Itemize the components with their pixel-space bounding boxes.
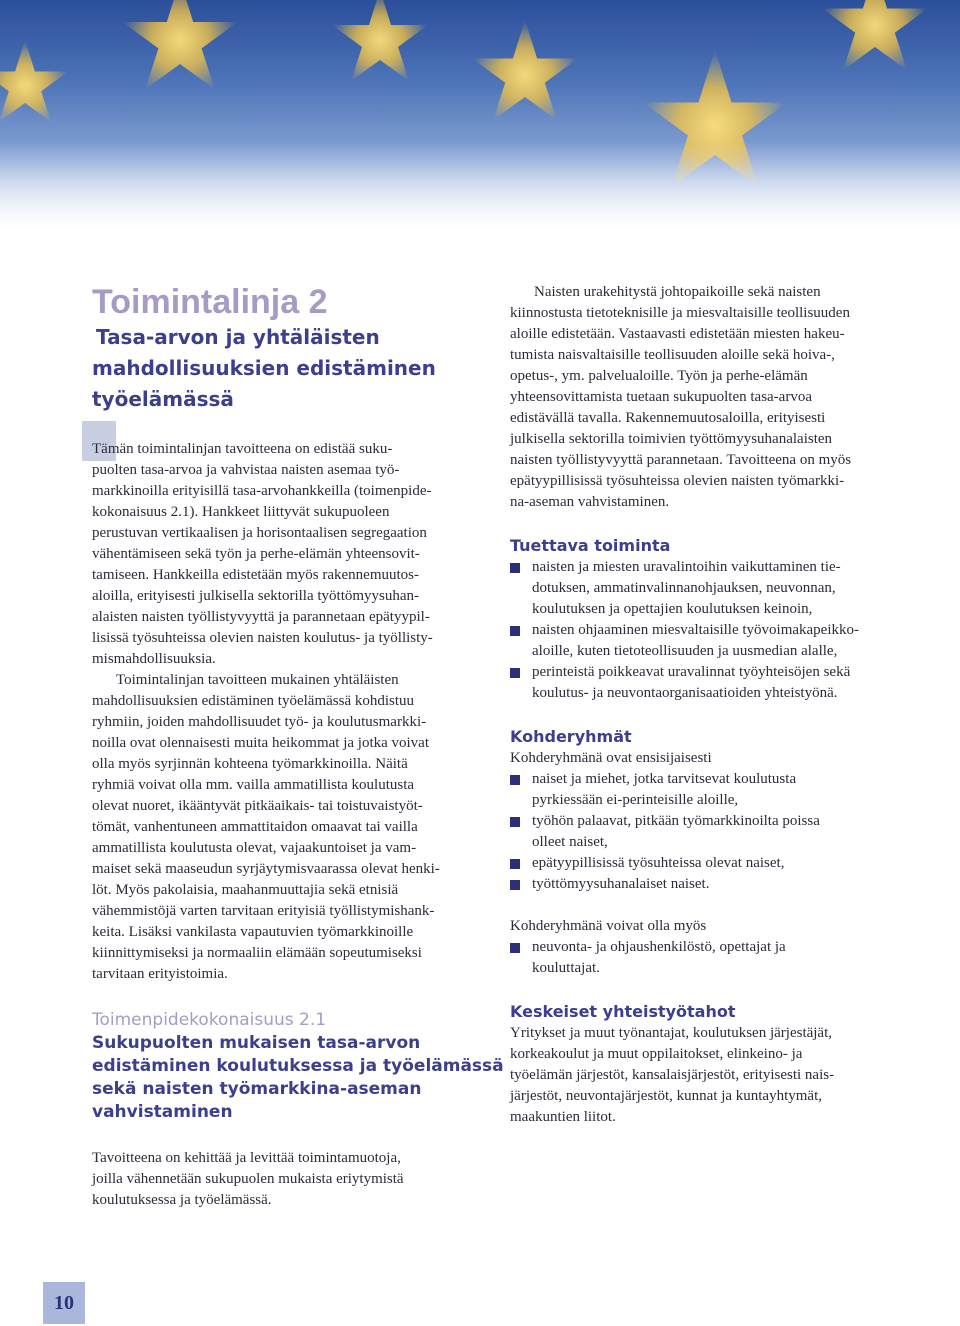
square-bullet-icon — [510, 859, 520, 869]
square-bullet-icon — [510, 817, 520, 827]
text-line: perustuvan vertikaalisen ja horisontaalisen segregaation — [92, 525, 427, 541]
list-item — [510, 853, 895, 874]
text-line: epätyypillisissä työsuhteissa olevat naiset, — [532, 855, 785, 871]
text-line: Toimintalinjan tavoitteen mukainen yhtäläisten — [116, 672, 399, 688]
text-line: aloille, kuten tietoteollisuuden ja uusmedian alalle, — [532, 643, 838, 659]
text-line: ammatillista koulutusta olevat, vajaakuntoiset ja vam- — [92, 840, 417, 856]
text-line: Kohderyhmänä ovat ensisijaisesti — [510, 750, 712, 766]
text-line: kiinnittymiseksi ja normaaliin elämään sopeutumiseksi — [92, 945, 422, 961]
list-item — [510, 769, 895, 811]
square-bullet-icon — [510, 626, 520, 636]
list-item — [510, 620, 895, 662]
list-item — [510, 662, 895, 704]
text-line: mahdollisuuksien edistäminen työelämässä kohdistuu — [92, 693, 415, 709]
list-item — [510, 874, 895, 895]
text-line: tömät, vanhentuneen ammattitaidon omaavat tai vailla — [92, 819, 418, 835]
page-title: Toimintalinja 2 — [92, 283, 328, 321]
star-icon — [120, 0, 240, 100]
text-line: markkinoilla erityisillä tasa-arvohankkeilla (toimenpide- — [92, 483, 432, 499]
text-line: Tavoitteena on kehittää ja levittää toimintamuotoja, — [92, 1150, 401, 1166]
text-line: koulutuksessa ja työelämässä. — [92, 1192, 272, 1208]
text-line: julkisella sektorilla toimivien työttömyysuhanalaisten — [510, 431, 833, 447]
square-bullet-icon — [510, 668, 520, 678]
text-line: dotuksen, ammatinvalinnanohjauksen, neuvonnan, — [532, 580, 836, 596]
banner-fade — [0, 142, 960, 232]
text-line: maakuntien liitot. — [510, 1109, 616, 1125]
text-line: vähemmistöjä varten tarvitaan erityisiä työllistymishank- — [92, 903, 435, 919]
text-line: järjestöt, neuvontajärjestöt, kunnat ja kuntayhtymät, — [510, 1088, 823, 1104]
measure-title-line: edistäminen koulutuksessa ja työelämässä — [92, 1056, 504, 1076]
text-line: ryhmiin, joiden mahdollisuudet työ- ja koulutusmarkki- — [92, 714, 427, 730]
text-line: opetus-, ym. palvelualoille. Työn ja perhe-elämän — [510, 368, 808, 384]
text-line: mismahdollisuuksia. — [92, 651, 216, 667]
text-line: kokonaisuus 2.1). Hankkeet liittyvät sukupuoleen — [92, 504, 390, 520]
measure-title-line: vahvistaminen — [92, 1102, 233, 1122]
text-line: aloilla, erityisesti julkisella sektorilla työttömyysuhan- — [92, 588, 420, 604]
text-line: tamiseen. Hankkeilla edistetään myös rakennemuutos- — [92, 567, 419, 583]
text-line: olla myös syrjinnän kohteena työmarkkinoilla. Näitä — [92, 756, 408, 772]
star-icon — [470, 20, 580, 130]
text-line: vähentämiseen sekä työn ja perhe-elämän yhteensovit- — [92, 546, 420, 562]
eu-flag-banner-image — [0, 0, 960, 232]
square-bullet-icon — [510, 943, 520, 953]
text-line: alaisten naisten työllistyvyyttä ja parannetaan epätyypil- — [92, 609, 430, 625]
text-line: Naisten urakehitystä johtopaikoille sekä naisten — [534, 284, 821, 300]
text-line: lisissä työsuhteissa olevien naisten koulutus- ja työllisty- — [92, 630, 433, 646]
text-line: ryhmiä voivat olla mm. vailla ammatillista koulutusta — [92, 777, 415, 793]
text-line: naisten ohjaaminen miesvaltaisille työvoimakapeikko- — [532, 622, 859, 638]
measure-title-line: sekä naisten työmarkkina-aseman — [92, 1079, 422, 1099]
body-paragraph — [92, 670, 477, 985]
text-line: olleet naiset, — [532, 834, 608, 850]
text-line: työhön palaavat, pitkään työmarkkinoilta poissa — [532, 813, 820, 829]
measure-number: Toimenpidekokonaisuus 2.1 — [92, 1010, 327, 1030]
list-item — [510, 557, 895, 620]
text-line: koulutuksen ja opettajien koulutuksen keinoin, — [532, 601, 813, 617]
text-line: naiset ja miehet, jotka tarvitsevat koulutusta — [532, 771, 797, 787]
text-line: puolten tasa-arvoa ja vahvistaa naisten asemaa työ- — [92, 462, 400, 478]
subtitle-line: työelämässä — [92, 387, 234, 411]
measure-heading — [92, 1009, 504, 1124]
text-line: naisten ja miesten uravalintoihin vaikuttaminen tie- — [532, 559, 841, 575]
subtitle-line: Tasa-arvon ja yhtäläisten — [96, 325, 380, 349]
page-subtitle — [92, 322, 477, 415]
partners-heading: Keskeiset yhteistyötahot — [510, 1002, 736, 1021]
measure-title-line: Sukupuolten mukaisen tasa-arvon — [92, 1033, 421, 1053]
text-line: neuvonta- ja ohjaushenkilöstö, opettajat ja — [532, 939, 786, 955]
text-line: tumista naisvaltaisille teollisuuden aloille sekä hoiva-, — [510, 347, 835, 363]
square-bullet-icon — [510, 880, 520, 890]
right-intro-paragraph — [510, 282, 895, 513]
text-line: joilla vähennetään sukupuolen mukaista eriytymistä — [92, 1171, 404, 1187]
text-line: tarvitaan erityistoimia. — [92, 966, 228, 982]
square-bullet-icon — [510, 563, 520, 573]
text-line: työttömyysuhanalaiset naiset. — [532, 876, 710, 892]
text-line: keita. Lisäksi vankilasta vapautuvien työmarkkinoille — [92, 924, 414, 940]
text-line: aloille edistetään. Vastaavasti edistetään miesten hakeu- — [510, 326, 845, 342]
text-line: Tämän toimintalinjan tavoitteena on edistää suku- — [92, 441, 393, 457]
star-icon — [0, 40, 70, 130]
text-line: Kohderyhmänä voivat olla myös — [510, 918, 707, 934]
intro-paragraph — [92, 439, 477, 670]
text-line: yhteensovittamista tuetaan sukupuolten tasa-arvoa — [510, 389, 812, 405]
supported-activities-list — [510, 557, 895, 704]
list-item — [510, 811, 895, 853]
supported-activities-heading: Tuettava toiminta — [510, 536, 671, 555]
text-line: kiinnostusta tietoteknisille ja miesvaltaisille teollisuuden — [510, 305, 850, 321]
text-line: edistävällä tavalla. Rakennemuutosaloilla, erityisesti — [510, 410, 826, 426]
target-groups-heading: Kohderyhmät — [510, 727, 632, 746]
left-column — [92, 282, 504, 1211]
text-line: naisten työllistyvyyttä parannetaan. Tavoitteena on myös — [510, 452, 852, 468]
text-line: perinteistä poikkeavat uravalinnat työyhteisöjen sekä — [532, 664, 851, 680]
target-primary-list — [510, 769, 895, 895]
target-secondary-list — [510, 937, 895, 979]
right-column — [510, 282, 895, 1128]
text-line: korkeakoulut ja muut oppilaitokset, elinkeino- ja — [510, 1046, 803, 1062]
measure-text — [92, 1148, 477, 1211]
square-bullet-icon — [510, 775, 520, 785]
text-line: maiset sekä maaseudun syrjäytymisvaarassa olevat henki- — [92, 861, 440, 877]
text-line: olevat nuoret, ikääntyvät pitkäaikais- tai toistuvaistyöt- — [92, 798, 423, 814]
text-line: Yritykset ja muut työnantajat, koulutuksen järjestäjät, — [510, 1025, 833, 1041]
text-line: na-aseman vahvistaminen. — [510, 494, 670, 510]
star-icon — [820, 0, 930, 80]
partners-paragraph — [510, 1023, 895, 1128]
text-line: epätyypillisissä työsuhteissa olevien naisten työmarkki- — [510, 473, 845, 489]
text-line: koulutus- ja neuvontaorganisaatioiden yhteistyönä. — [532, 685, 838, 701]
text-line: työelämän järjestöt, kansalaisjärjestöt, erityisesti nais- — [510, 1067, 835, 1083]
target-primary-label — [510, 748, 895, 769]
list-item — [510, 937, 895, 979]
text-line: pyrkiessään ei-perinteisille aloille, — [532, 792, 739, 808]
target-secondary-label — [510, 916, 895, 937]
page-number: 10 — [43, 1282, 85, 1324]
text-line: noilla ovat olennaisesti muita heikommat ja jotka voivat — [92, 735, 430, 751]
star-icon — [330, 0, 430, 90]
subtitle-line: mahdollisuuksien edistäminen — [92, 356, 436, 380]
text-line: löt. Myös pakolaisia, maahanmuuttajia sekä etnisiä — [92, 882, 399, 898]
text-line: kouluttajat. — [532, 960, 600, 976]
